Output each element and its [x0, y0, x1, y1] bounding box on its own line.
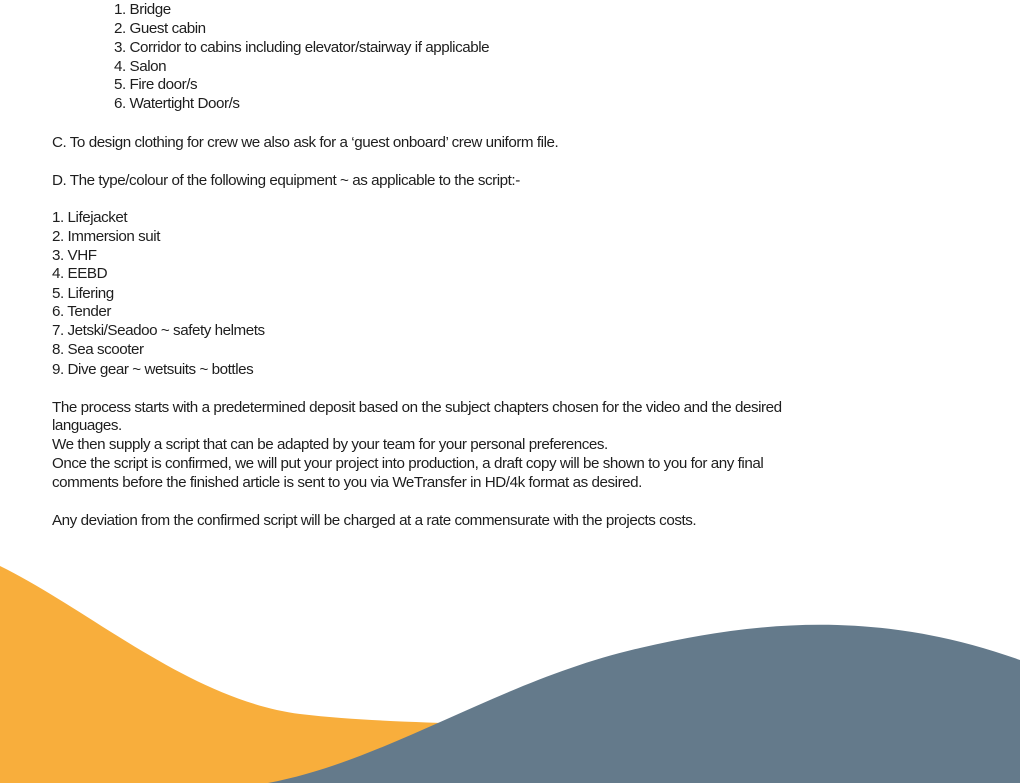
slate-wave: [268, 625, 1020, 783]
paragraph-line: languages.: [52, 417, 122, 434]
list-item: 4. Salon: [114, 58, 167, 75]
list-item: 6. Tender: [52, 303, 111, 320]
list-item: 6. Watertight Door/s: [114, 95, 240, 112]
section-c-text: C. To design clothing for crew we also ask for a ‘guest onboard’ crew uniform file.: [52, 134, 559, 151]
section-d-heading: D. The type/colour of the following equipment ~ as applicable to the script:-: [52, 172, 520, 189]
list-item: 8. Sea scooter: [52, 341, 144, 358]
list-item: 5. Lifering: [52, 285, 114, 302]
paragraph-line: We then supply a script that can be adapted by your team for your personal preferences.: [52, 436, 608, 453]
list-item: 7. Jetski/Seadoo ~ safety helmets: [52, 322, 265, 339]
list-item: 2. Guest cabin: [114, 20, 206, 37]
list-item: 3. VHF: [52, 247, 97, 264]
paragraph-line: The process starts with a predetermined deposit based on the subject chapters chosen for the video and the desired: [52, 399, 782, 416]
list-item: 3. Corridor to cabins including elevator/stairway if applicable: [114, 39, 490, 56]
list-item: 4. EEBD: [52, 265, 108, 282]
paragraph-line: Once the script is confirmed, we will put your project into production, a draft copy will be shown to you for any final: [52, 455, 764, 472]
list-item: 5. Fire door/s: [114, 76, 198, 93]
paragraph-line: comments before the finished article is sent to you via WeTransfer in HD/4k format as desired.: [52, 474, 642, 491]
list-item: 1. Lifejacket: [52, 209, 128, 226]
list-item: 9. Dive gear ~ wetsuits ~ bottles: [52, 361, 254, 378]
list-item: 2. Immersion suit: [52, 228, 160, 245]
list-item: 1. Bridge: [114, 1, 171, 18]
deviation-note: Any deviation from the confirmed script will be charged at a rate commensurate with the projects costs.: [52, 512, 697, 529]
